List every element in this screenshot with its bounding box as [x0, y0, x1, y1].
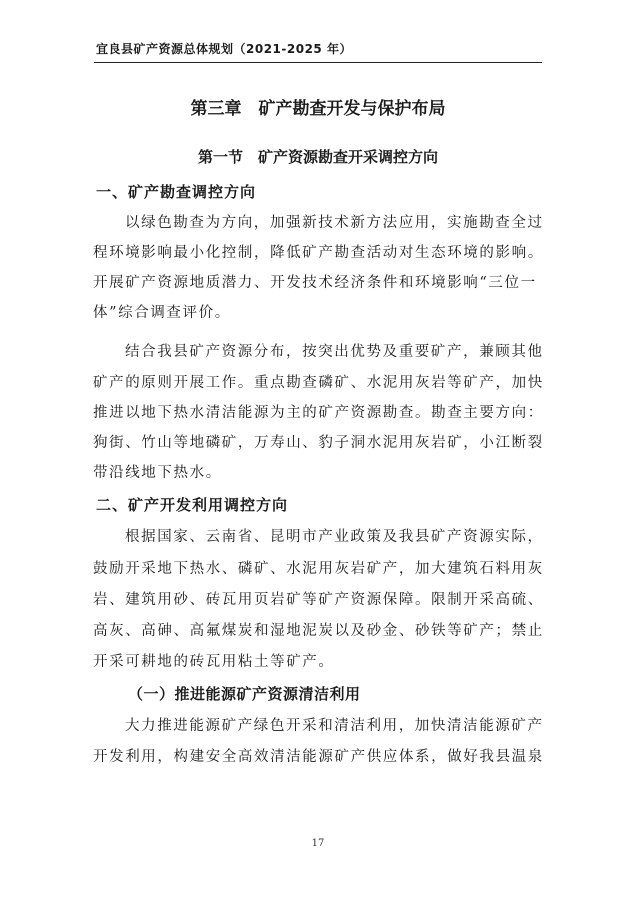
running-header: 宜良县矿产资源总体规划（2021-2025 年）	[96, 42, 352, 56]
header-divider	[94, 62, 542, 63]
page-number: 17	[311, 838, 325, 849]
paragraph-line: 带沿线地下热水。	[93, 465, 222, 481]
heading-development-direction: 二、矿产开发利用调控方向	[96, 496, 289, 514]
paragraph-line: 程环境影响最小化控制，降低矿产勘查活动对生态环境的影响。	[93, 245, 544, 261]
heading-exploration-direction: 一、矿产勘查调控方向	[96, 183, 257, 201]
paragraph-line: 体”综合调查评价。	[93, 305, 231, 321]
paragraph-line: 狗街、竹山等地磷矿，万寿山、豹子洞水泥用灰岩矿，小江断裂	[93, 435, 544, 451]
paragraph-line: 开发利用，构建安全高效清洁能源矿产供应体系，做好我县温泉	[93, 749, 544, 765]
subheading-clean-energy: （一）推进能源矿产资源清洁利用	[128, 685, 361, 703]
paragraph-line: 根据国家、云南省、昆明市产业政策及我县矿产资源实际，	[125, 529, 544, 545]
paragraph-line: 大力推进能源矿产绿色开采和清洁利用，加快清洁能源矿产	[125, 718, 544, 734]
paragraph-line: 开展矿产资源地质潜力、开发技术经济条件和环境影响“三位一	[93, 275, 537, 291]
chapter-title: 第三章 矿产勘查开发与保护布局	[190, 99, 446, 119]
section-title: 第一节 矿产资源勘查开采调控方向	[197, 148, 438, 166]
paragraph-line: 推进以地下热水清洁能源为主的矿产资源勘查。勘查主要方向：	[93, 405, 544, 421]
paragraph-line: 结合我县矿产资源分布，按突出优势及重要矿产，兼顾其他	[125, 344, 544, 360]
paragraph-line: 高灰、高砷、高氟煤炭和湿地泥炭以及砂金、砂铁等矿产；禁止	[93, 623, 544, 639]
paragraph-line: 开采可耕地的砖瓦用粘土等矿产。	[93, 654, 335, 670]
paragraph-line: 以绿色勘查为方向，加强新技术新方法应用，实施勘查全过	[125, 215, 544, 231]
paragraph-line: 矿产的原则开展工作。重点勘查磷矿、水泥用灰岩等矿产，加快	[93, 375, 544, 391]
paragraph-line: 鼓励开采地下热水、磷矿、水泥用灰岩矿产，加大建筑石料用灰	[93, 561, 544, 577]
paragraph-line: 岩、建筑用砂、砖瓦用页岩矿等矿产资源保障。限制开采高硫、	[93, 592, 544, 608]
